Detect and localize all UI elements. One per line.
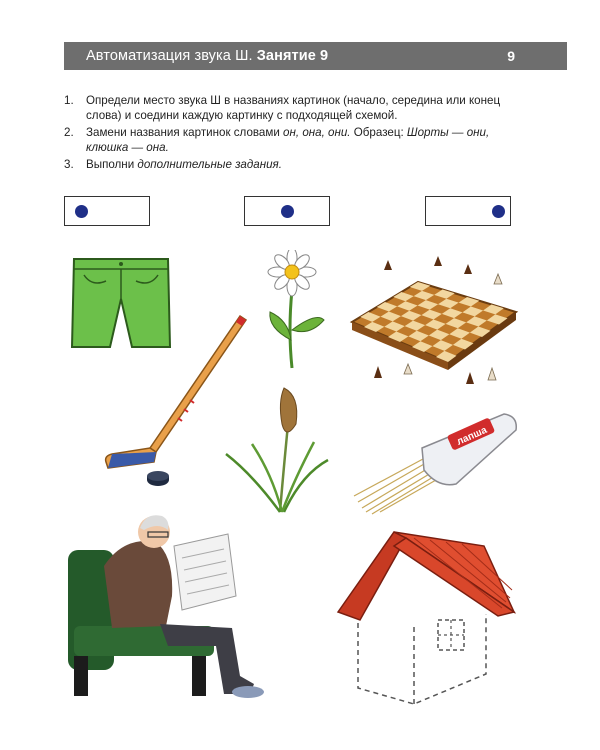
- sound-dot-icon: [281, 205, 294, 218]
- noodles-label: лапша: [455, 424, 489, 448]
- sound-dot-icon: [75, 205, 88, 218]
- schema-start[interactable]: [64, 196, 150, 226]
- task-item: 2. Замени названия картинок словами он, она, они. Образец: Шорты — они, клюшка — она.: [64, 126, 490, 154]
- schema-middle[interactable]: [244, 196, 330, 226]
- lesson-header: [64, 42, 567, 70]
- task-list: [64, 93, 534, 174]
- reed-picture[interactable]: [222, 384, 332, 514]
- house-roof-picture[interactable]: [334, 528, 520, 706]
- chamomile-picture[interactable]: [258, 250, 332, 370]
- sound-dot-icon: [492, 205, 505, 218]
- lesson-title: Автоматизация звука Ш. Занятие 9: [86, 48, 329, 64]
- noodles-picture[interactable]: [352, 408, 524, 518]
- page-number: 9: [507, 48, 515, 64]
- grandfather-picture[interactable]: [64, 506, 274, 706]
- schema-end[interactable]: [425, 196, 511, 226]
- chess-picture[interactable]: [348, 250, 520, 390]
- task-item: 1. Определи место звука Ш в названиях картинок (начало, середина или конец слова) и соедини каждую картинку с подходящей схемой.: [64, 94, 501, 122]
- task-item: 3. Выполни дополнительные задания.: [64, 158, 282, 171]
